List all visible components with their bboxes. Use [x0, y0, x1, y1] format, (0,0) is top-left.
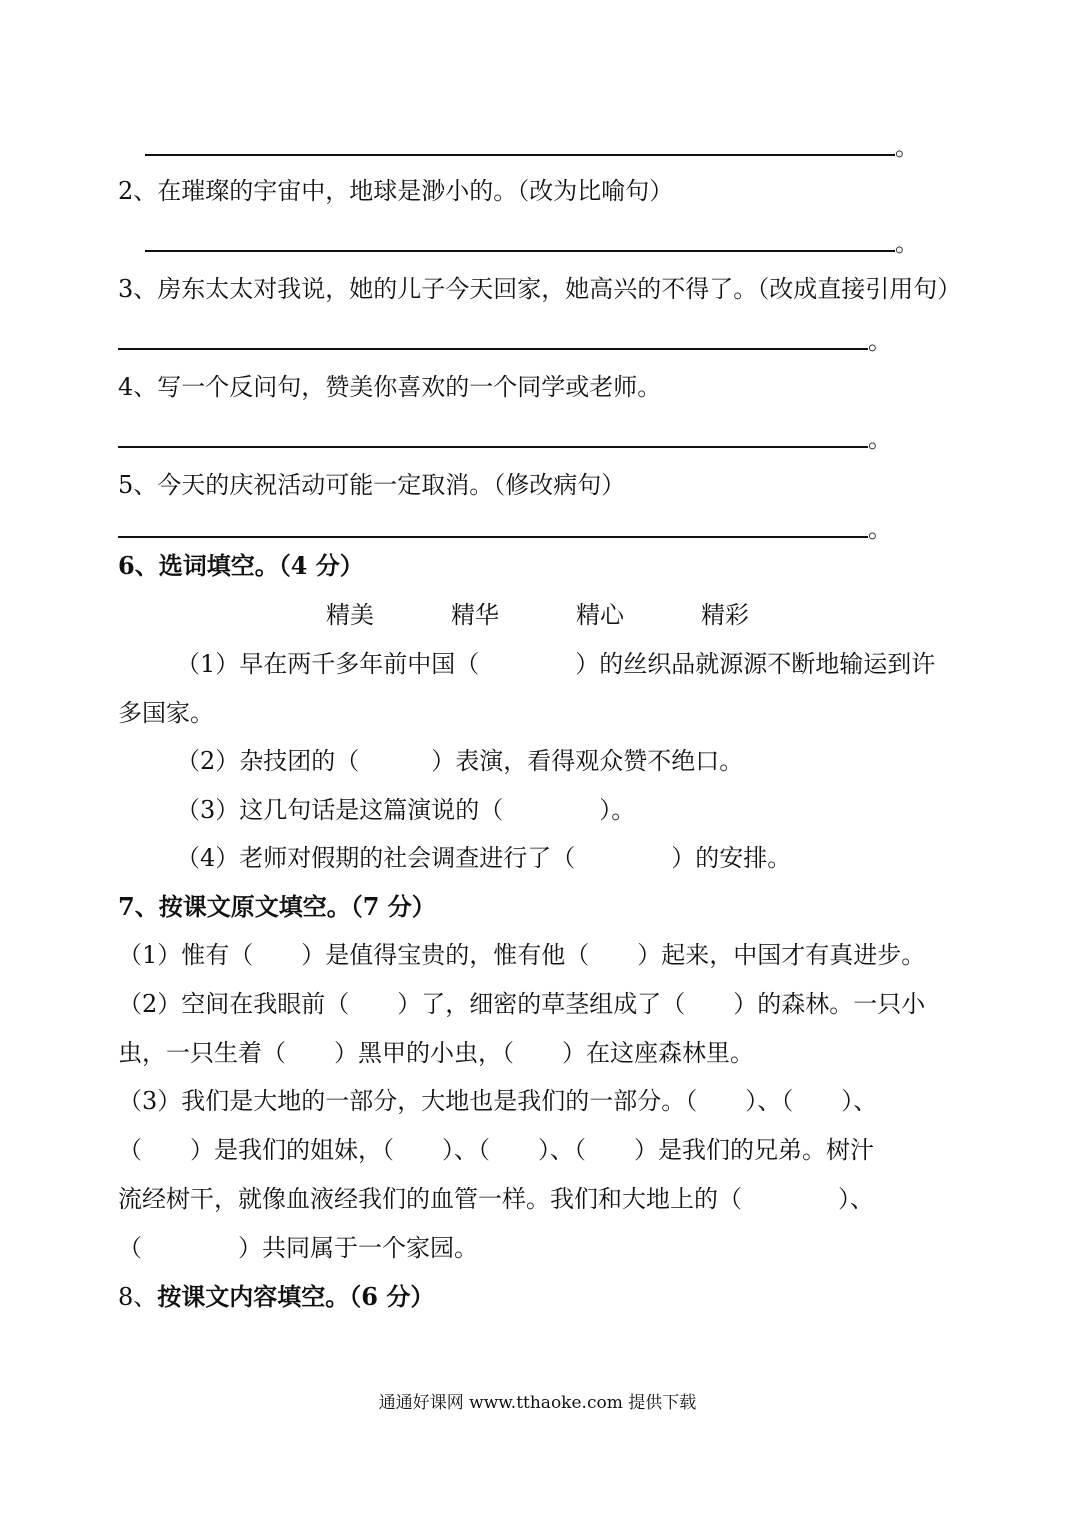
- recitation-line: （3）我们是大地的一部分，大地也是我们的一部分。（ ）、（ ）、: [118, 1087, 878, 1115]
- answer-line: [118, 446, 868, 448]
- answer-line-end: 。: [868, 425, 892, 453]
- fill-blank-sentence: （2）杂技团的（ ）表演，看得观众赞不绝口。: [176, 747, 744, 775]
- answer-line-end: 。: [868, 515, 892, 543]
- recitation-line: （ ）是我们的姐妹，（ ）、（ ）、（ ）是我们的兄弟。树汁: [118, 1136, 874, 1164]
- fill-blank-sentence: （1）早在两千多年前中国（ ）的丝织品就源源不断地输运到许: [176, 650, 936, 678]
- answer-line: [145, 250, 895, 252]
- rewrite-item: 3、房东太太对我说，她的儿子今天回家，她高兴的不得了。（改成直接引用句）: [118, 275, 962, 303]
- rewrite-item: 4、写一个反问句，赞美你喜欢的一个同学或老师。: [118, 373, 662, 401]
- recitation-line: 虫，一只生着（ ）黑甲的小虫，（ ）在这座森林里。: [118, 1039, 754, 1067]
- word-bank-item: 精华: [451, 601, 499, 629]
- recitation-line: （1）惟有（ ）是值得宝贵的，惟有他（ ）起来，中国才有真进步。: [118, 941, 926, 969]
- section-number: 8、: [118, 1283, 158, 1311]
- word-bank-item: 精心: [576, 601, 624, 629]
- rewrite-item: 2、在璀璨的宇宙中，地球是渺小的。（改为比喻句）: [118, 177, 674, 205]
- answer-line: [145, 154, 895, 156]
- answer-line-end: 。: [895, 229, 919, 257]
- recitation-line: 流经树干，就像血液经我们的血管一样。我们和大地上的（ ）、: [118, 1185, 874, 1213]
- section-heading: 7、按课文原文填空。（7 分）: [118, 892, 436, 921]
- fill-blank-sentence: 多国家。: [118, 699, 214, 727]
- fill-blank-sentence: （4）老师对假期的社会调查进行了（ ）的安排。: [176, 844, 792, 872]
- answer-line-end: 。: [868, 327, 892, 355]
- section-heading: 6、选词填空。（4 分）: [118, 551, 364, 580]
- fill-blank-sentence: （3）这几句话是这篇演说的（ ）。: [176, 796, 636, 824]
- word-bank-item: 精美: [326, 601, 374, 629]
- answer-line: [118, 348, 868, 350]
- footer-credit: 通通好课网 www.tthaoke.com 提供下载: [378, 1393, 697, 1413]
- recitation-line: （2）空间在我眼前（ ）了，细密的草茎组成了（ ）的森林。一只小: [118, 990, 926, 1018]
- section-title: 按课文内容填空。（6 分）: [157, 1282, 435, 1311]
- answer-line-end: 。: [895, 133, 919, 161]
- answer-line: [118, 536, 868, 538]
- section-heading: [118, 1282, 434, 1312]
- word-bank-item: 精彩: [701, 601, 749, 629]
- rewrite-item: 5、今天的庆祝活动可能一定取消。（修改病句）: [118, 471, 626, 499]
- recitation-line: （ ）共同属于一个家园。: [118, 1234, 478, 1262]
